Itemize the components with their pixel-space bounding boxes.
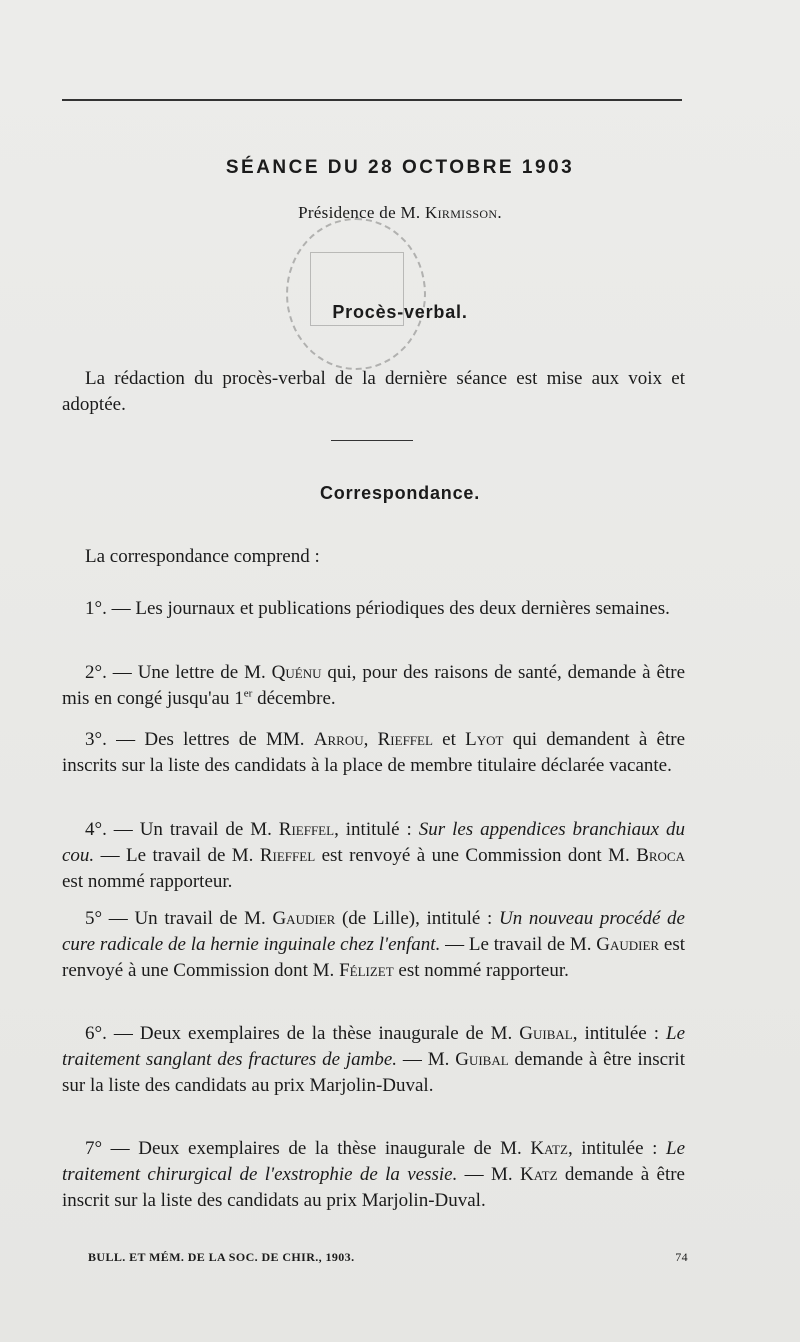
president-name: Kirmisson. [425, 203, 502, 222]
item-4 [62, 817, 685, 895]
item-2 [62, 660, 685, 712]
item-4-text-a: 4°. — Un travail de M. [85, 819, 279, 840]
item-3-name-2: Rieffel [377, 729, 433, 750]
item-6-title: Le traitement sanglant des fractures de jambe. [62, 1023, 685, 1070]
item-4-text-b: , intitulé : [334, 819, 419, 840]
item-2-text-a: 2°. — Une lettre de M. [85, 662, 272, 683]
item-4-text-e: est nommé rapporteur. [62, 871, 233, 892]
correspondance-intro: La correspondance comprend : [85, 546, 320, 567]
proces-verbal-heading: Procès-verbal. [332, 302, 468, 322]
proces-verbal-text: La rédaction du procès-verbal de la dernière séance est mise aux voix et adoptée. [62, 368, 685, 415]
item-5-title: Un nouveau procédé de cure radicale de la hernie inguinale chez l'enfant. [62, 908, 685, 955]
item-1: 1°. — Les journaux et publications périodiques des deux dernières semaines. [85, 598, 670, 619]
item-2-text-c: décembre. [252, 688, 336, 709]
presidence-line [0, 203, 800, 223]
item-3-sep-1: , [363, 729, 378, 750]
item-3 [62, 727, 685, 779]
item-4-text-d: est renvoyé à une Commission dont M. [315, 845, 637, 866]
item-7-title: Le traitement chirurgical de l'exstrophie de la vessie. [62, 1138, 685, 1185]
section-divider [331, 440, 413, 441]
page-footer [88, 1250, 688, 1265]
item-5-text-d: est renvoyé à une Commission dont M. [62, 934, 685, 981]
item-5 [62, 906, 685, 984]
presidence-prefix: Présidence de M. [298, 203, 421, 222]
item-3-name-3: Lyot [465, 729, 504, 750]
top-rule [62, 99, 682, 101]
item-4-text-c: — Le travail de M. [94, 845, 260, 866]
item-4-name-1: Rieffel [278, 819, 335, 840]
item-4-name-3: Broca [636, 845, 685, 866]
item-5-name-3: Félizet [339, 960, 394, 981]
item-5-text-c: — Le travail de M. [440, 934, 597, 955]
item-7-text-c: — M. [457, 1164, 520, 1185]
item-7-name-1: Katz [530, 1138, 568, 1159]
item-2-sup: er [243, 687, 253, 700]
item-5-name-2: Gaudier [596, 934, 660, 955]
item-3-text-a: 3°. — Des lettres de MM. [85, 729, 314, 750]
item-3-sep-2: et [432, 729, 466, 750]
item-5-name-1: Gaudier [272, 908, 336, 929]
item-4-title: Sur les appendices branchiaux du cou. [62, 819, 685, 866]
item-6-text-a: 6°. — Deux exemplaires de la thèse inaugurale de M. [85, 1023, 520, 1044]
item-5-text-a: 5° — Un travail de M. [85, 908, 273, 929]
item-6-text-d: demande à être inscrit sur la liste des candidats au prix Marjolin-Duval. [62, 1049, 685, 1096]
item-6-name-2: Guibal [455, 1049, 509, 1070]
item-7-name-2: Katz [519, 1164, 558, 1185]
item-7-text-a: 7° — Deux exemplaires de la thèse inaugurale de M. [85, 1138, 531, 1159]
item-4-name-2: Rieffel [259, 845, 316, 866]
item-6-text-b: , intitulée : [572, 1023, 666, 1044]
item-5-text-b: (de Lille), intitulé : [335, 908, 499, 929]
item-2-text-b: qui, pour des raisons de santé, demande à être mis en congé jusqu'au 1 [62, 662, 686, 709]
item-3-name-1: Arrou [313, 729, 364, 750]
page-title: SÉANCE DU 28 OCTOBRE 1903 [225, 157, 575, 178]
item-5-text-e: est nommé rapporteur. [393, 960, 569, 981]
item-2-name: Quénu [271, 662, 322, 683]
item-6-name-1: Guibal [519, 1023, 573, 1044]
item-6-text-c: — M. [397, 1049, 456, 1070]
library-stamp [286, 218, 426, 370]
item-7-text-d: demande à être inscrit sur la liste des candidats au prix Marjolin-Duval. [62, 1164, 685, 1211]
page-number: 74 [675, 1250, 688, 1264]
journal-reference: BULL. ET MÉM. DE LA SOC. DE CHIR., 1903. [88, 1250, 355, 1264]
item-7 [62, 1136, 685, 1214]
correspondance-heading: Correspondance. [319, 483, 481, 503]
item-6 [62, 1021, 685, 1099]
item-3-text-b: qui demandent à être inscrits sur la liste des candidats à la place de membre titulaire déclarée vacante. [62, 729, 686, 776]
item-7-text-b: , intitulée : [567, 1138, 666, 1159]
